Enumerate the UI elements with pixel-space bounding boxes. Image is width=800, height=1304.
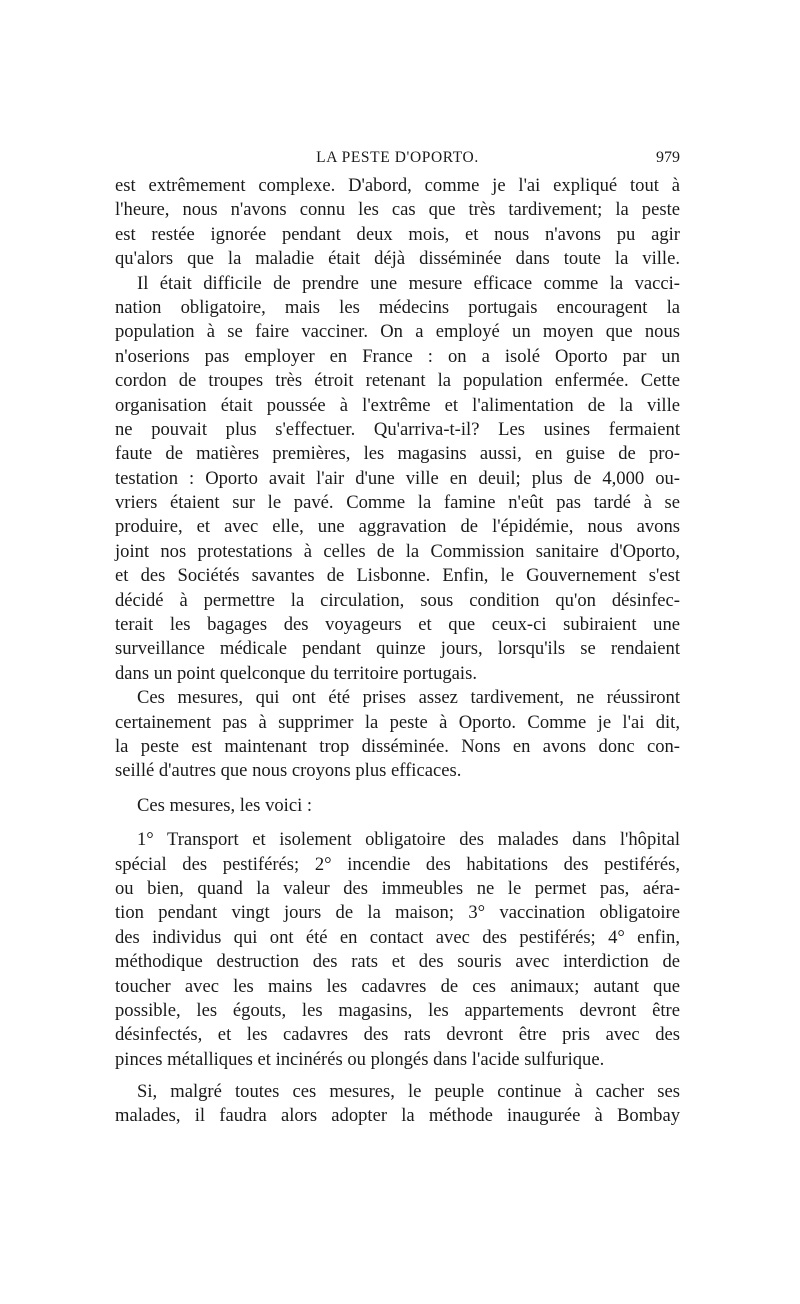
text-line: Il était difficile de prendre une mesure efficace comme la vacci- [137, 272, 680, 294]
text-line: population à se faire vacciner. On a employé un moyen que nous [115, 321, 680, 343]
text-line: dans un point quelconque du territoire portugais. [115, 662, 477, 684]
paragraph [115, 686, 680, 784]
text-line: seillé d'autres que nous croyons plus efficaces. [115, 760, 462, 782]
paragraph [115, 794, 680, 818]
text-line: possible, les égouts, les magasins, les appartements devront être [115, 999, 680, 1021]
text-line: certainement pas à supprimer la peste à Oporto. Comme je l'ai dit, [115, 711, 680, 733]
text-line: organisation était poussée à l'extrême et l'alimentation de la ville [115, 394, 680, 416]
text-line: l'heure, nous n'avons connu les cas que très tardivement; la peste [115, 199, 680, 221]
text-line: la peste est maintenant trop disséminée. Nons en avons donc con- [115, 735, 680, 757]
paragraph [115, 272, 680, 687]
text-line: désinfectés, et les cadavres des rats devront être pris avec des [115, 1024, 680, 1046]
text-line: spécial des pestiférés; 2° incendie des habitations des pestiférés, [115, 853, 680, 875]
text-line: est restée ignorée pendant deux mois, et nous n'avons pu agir [115, 223, 680, 245]
text-line: méthodique destruction des rats et des souris avec interdiction de [115, 951, 680, 973]
text-line: 1° Transport et isolement obligatoire des malades dans l'hôpital [137, 829, 680, 851]
text-line: nation obligatoire, mais les médecins portugais encouragent la [115, 296, 680, 318]
text-line: malades, il faudra alors adopter la méthode inaugurée à Bombay [115, 1105, 680, 1127]
text-line: produire, et avec elle, une aggravation de l'épidémie, nous avons [115, 516, 680, 538]
text-line: des individus qui ont été en contact avec des pestiférés; 4° enfin, [115, 926, 680, 948]
text-line: pinces métalliques et incinérés ou plongés dans l'acide sulfurique. [115, 1048, 605, 1070]
text-line: Si, malgré toutes ces mesures, le peuple continue à cacher ses [137, 1081, 680, 1103]
paragraph [115, 1080, 680, 1129]
paragraph [115, 174, 680, 272]
text-line: terait les bagages des voyageurs et que ceux-ci subiraient une [115, 614, 680, 636]
page-number: 979 [656, 149, 680, 166]
text-line: toucher avec les mains les cadavres de ces animaux; autant que [115, 975, 680, 997]
text-line: n'oserions pas employer en France : on a isolé Oporto par un [115, 345, 680, 367]
text-line: décidé à permettre la circulation, sous condition qu'on désinfec- [115, 589, 680, 611]
text-line: testation : Oporto avait l'air d'une ville en deuil; plus de 4,000 ou- [115, 467, 680, 489]
text-line: ne pouvait plus s'effectuer. Qu'arriva-t-il? Les usines fermaient [115, 418, 680, 440]
book-page [115, 0, 680, 1304]
text-line: ou bien, quand la valeur des immeubles ne le permet pas, aéra- [115, 877, 680, 899]
text-line: tion pendant vingt jours de la maison; 3° vaccination obligatoire [115, 902, 680, 924]
running-title: LA PESTE D'OPORTO. [316, 149, 479, 166]
running-head [115, 147, 680, 169]
text-line: qu'alors que la maladie était déjà disséminée dans toute la ville. [115, 248, 680, 270]
text-line: faute de matières premières, les magasins aussi, en guise de pro- [115, 443, 680, 465]
body-text [115, 174, 680, 1129]
text-line: surveillance médicale pendant quinze jours, lorsqu'ils se rendaient [115, 638, 680, 660]
text-line: Ces mesures, qui ont été prises assez tardivement, ne réussiront [137, 687, 680, 709]
text-line: Ces mesures, les voici : [137, 794, 313, 816]
text-line: vriers étaient sur le pavé. Comme la famine n'eût pas tardé à se [115, 492, 680, 514]
text-line: joint nos protestations à celles de la Commission sanitaire d'Oporto, [115, 540, 680, 562]
paragraph [115, 828, 680, 1072]
text-line: et des Sociétés savantes de Lisbonne. Enfin, le Gouvernement s'est [115, 565, 680, 587]
text-line: cordon de troupes très étroit retenant la population enfermée. Cette [115, 370, 680, 392]
text-line: est extrêmement complexe. D'abord, comme je l'ai expliqué tout à [115, 175, 680, 196]
